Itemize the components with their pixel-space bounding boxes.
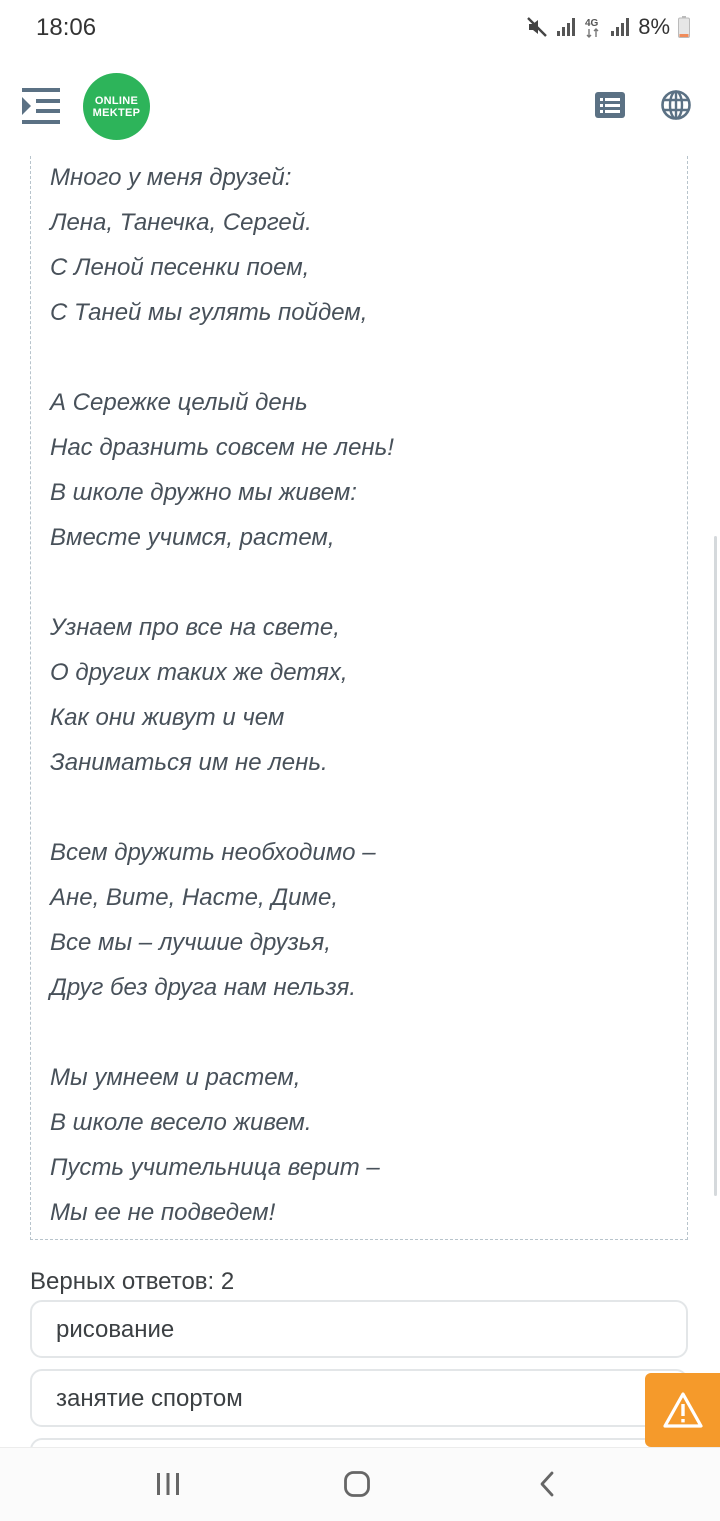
poem-line: В школе весело живем.: [50, 1109, 312, 1136]
home-icon[interactable]: [344, 1471, 370, 1497]
status-bar: [0, 0, 720, 56]
poem-line: Заниматься им не лень.: [50, 749, 328, 776]
battery-percent: 8%: [638, 14, 670, 39]
recent-apps-icon[interactable]: [156, 1472, 180, 1496]
report-issue-button[interactable]: [645, 1373, 720, 1447]
answer-option-label: занятие спортом: [56, 1385, 243, 1412]
poem-line: Мы ее не подведем!: [50, 1199, 276, 1226]
answer-option[interactable]: [30, 1300, 688, 1358]
poem-line: Узнаем про все на свете,: [50, 614, 340, 641]
poem-line: С Таней мы гулять пойдем,: [50, 299, 368, 326]
network-4g-icon: [584, 15, 602, 39]
poem-line: Нас дразнить совсем не лень!: [50, 434, 394, 461]
warning-icon: [663, 1392, 703, 1428]
poem-line: Все мы – лучшие друзья,: [50, 929, 331, 956]
answer-option-label: рисование: [56, 1316, 175, 1343]
network-label: 4G: [585, 18, 599, 29]
poem-line: Лена, Танечка, Сергей.: [50, 209, 312, 236]
battery-icon: [678, 16, 690, 38]
poem-line: С Леной песенки поем,: [50, 254, 310, 281]
poem-line: Вместе учимся, растем,: [50, 524, 335, 551]
poem-line: Всем дружить необходимо –: [50, 839, 376, 866]
poem-line: Пусть учительница верит –: [50, 1154, 380, 1181]
system-nav-bar: [0, 1447, 720, 1521]
poem-line: Мы умнеем и растем,: [50, 1064, 301, 1091]
globe-icon[interactable]: [661, 90, 691, 120]
list-icon[interactable]: [595, 92, 625, 118]
poem-line: Друг без друга нам нельзя.: [50, 974, 356, 1001]
poem-line: Ане, Вите, Насте, Диме,: [50, 884, 338, 911]
poem-line: Как они живут и чем: [50, 704, 285, 731]
status-icons: [526, 12, 690, 42]
status-time: 18:06: [36, 14, 97, 41]
poem-line: Много у меня друзей:: [50, 164, 292, 191]
answer-option[interactable]: [30, 1369, 688, 1427]
mute-icon: [526, 16, 548, 38]
poem-line: А Сережке целый день: [50, 389, 308, 416]
poem-line: В школе дружно мы живем:: [50, 479, 357, 506]
correct-answers-label: Верных ответов: 2: [30, 1268, 235, 1295]
app-header: [0, 56, 720, 156]
signal-icon: [556, 17, 576, 37]
signal-icon: [610, 17, 630, 37]
poem-line: О других таких же детях,: [50, 659, 348, 686]
logo-text-bottom: MEKTEP: [92, 106, 141, 119]
menu-icon[interactable]: [22, 88, 60, 124]
poem-text-box: [30, 156, 688, 1240]
back-icon[interactable]: [538, 1471, 556, 1497]
scrollbar[interactable]: [714, 536, 717, 1196]
logo-text-top: ONLINE: [94, 94, 139, 107]
online-mektep-logo[interactable]: [83, 73, 150, 140]
